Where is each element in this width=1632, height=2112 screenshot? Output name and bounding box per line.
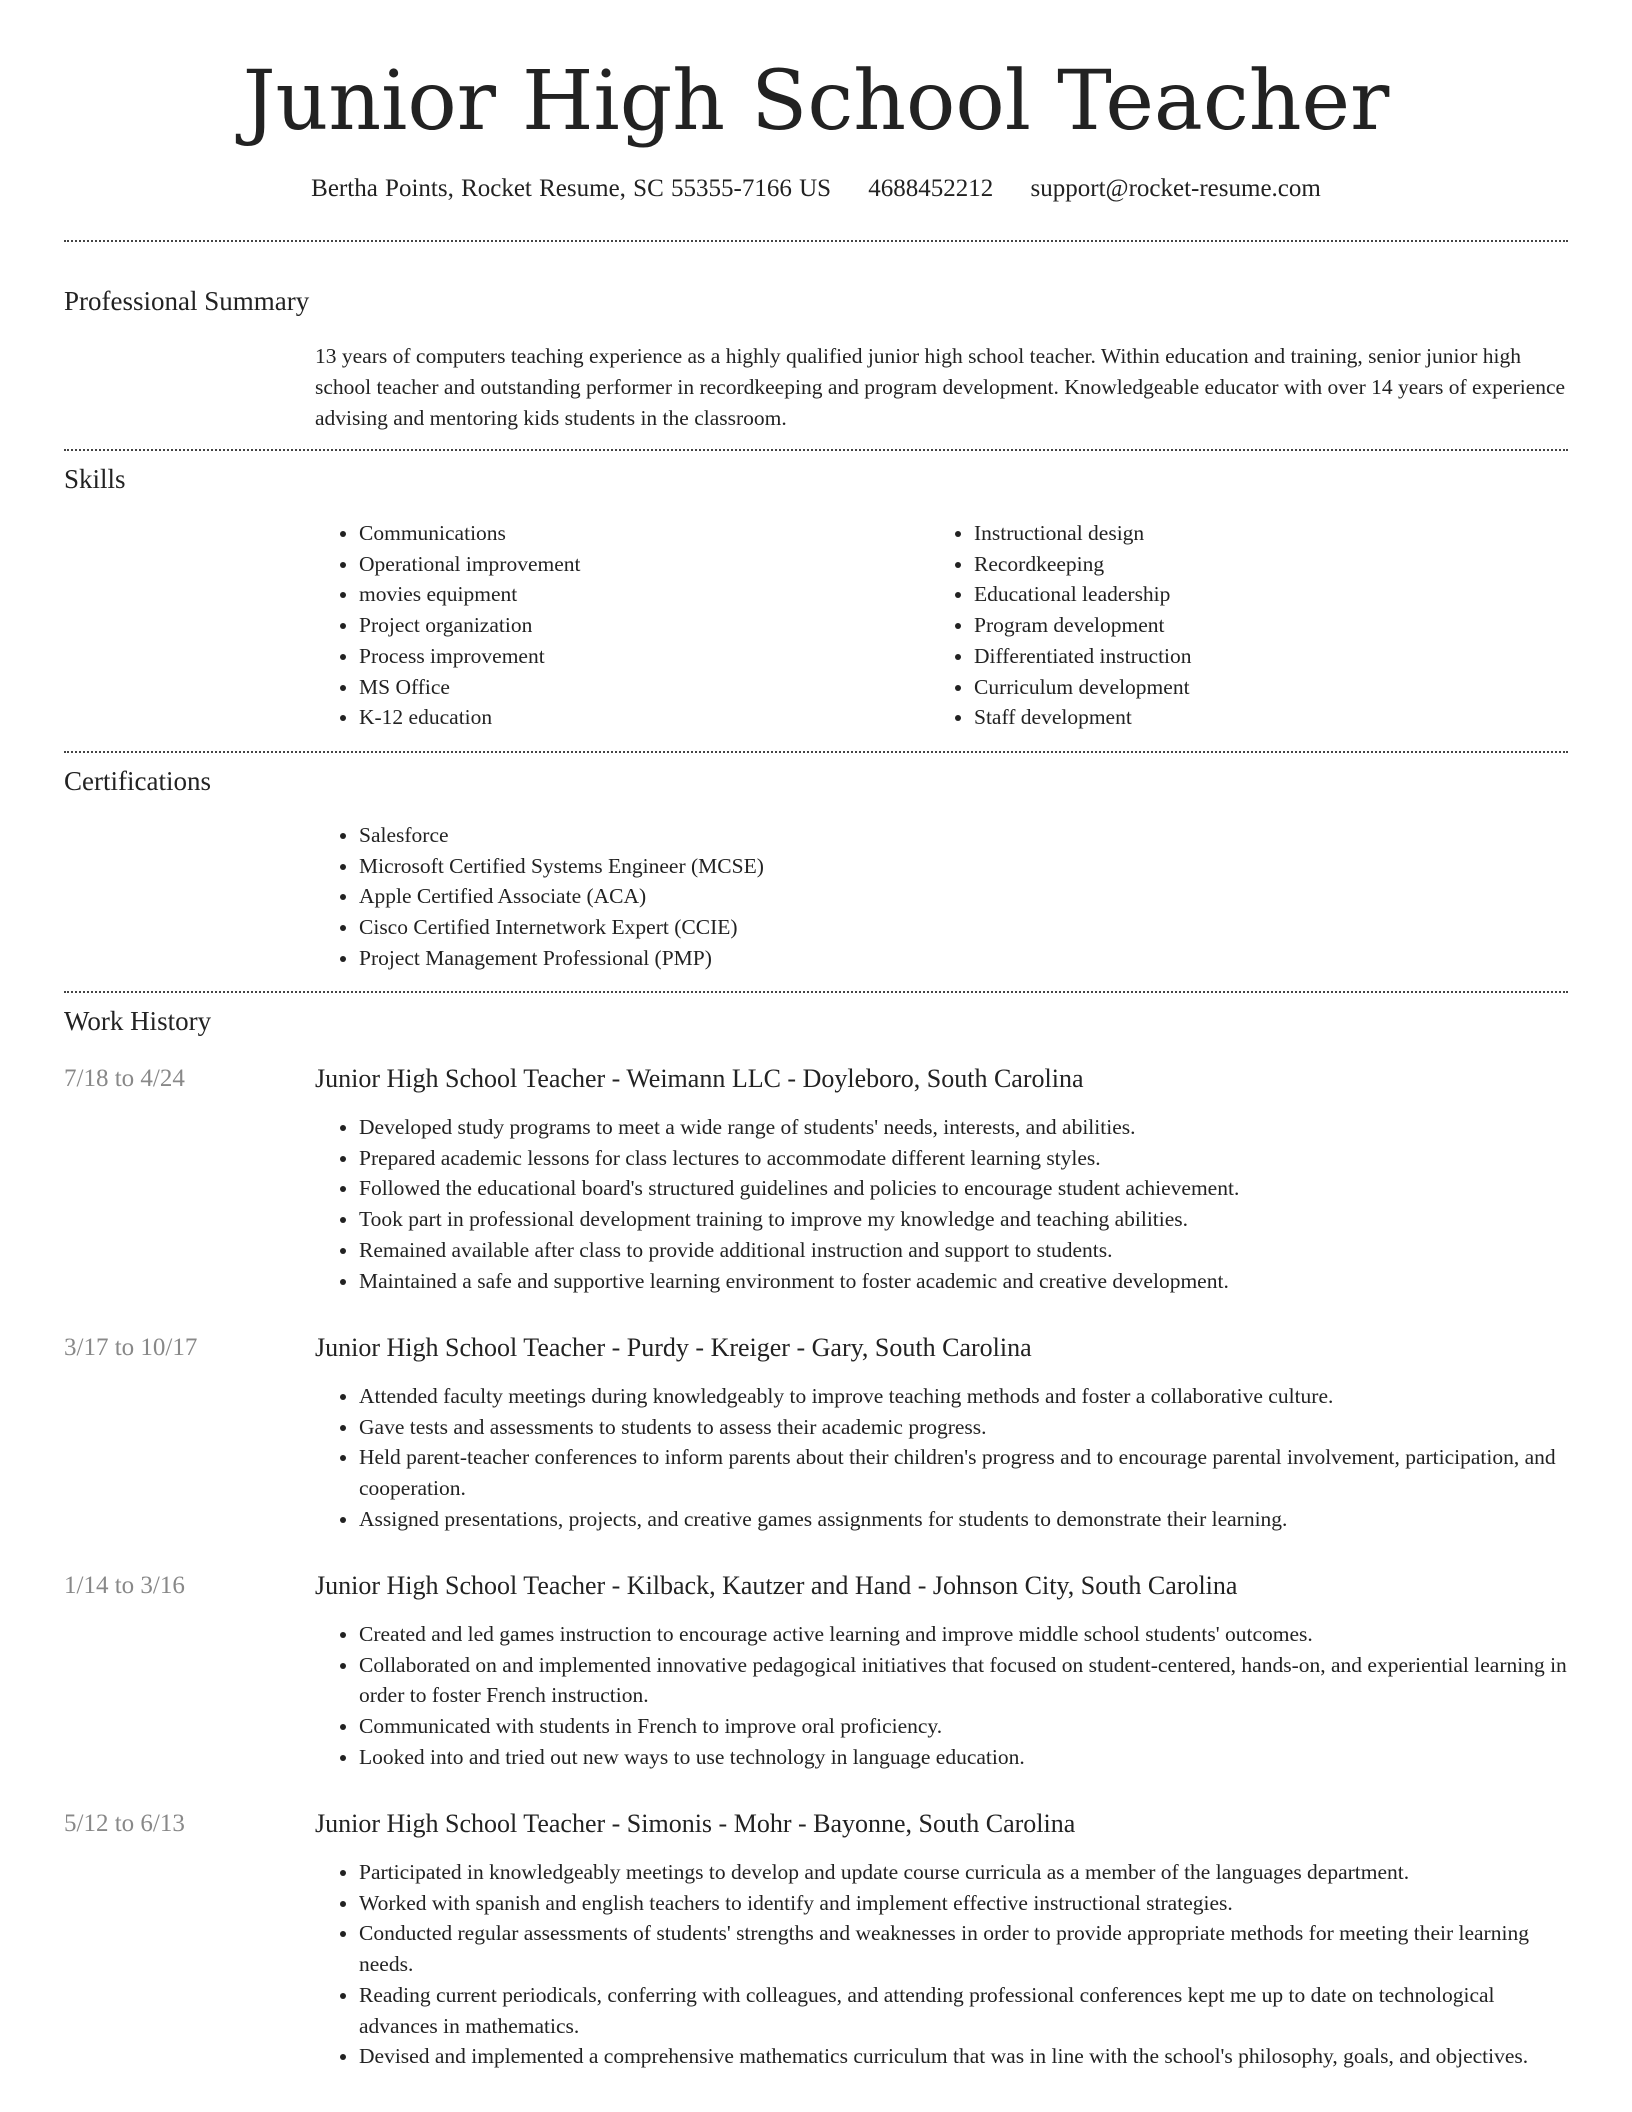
certification-item: • Apple Certified Associate (ACA) (359, 881, 1559, 912)
skills-list-left (315, 518, 919, 733)
job-bullet: • Communicated with students in French to improve oral proficiency. (359, 1711, 1573, 1742)
section-title-summary: Professional Summary (64, 286, 310, 316)
skill-item: • Instructional design (974, 518, 1534, 549)
job-bullet: • Followed the educational board's structured guidelines and policies to encourage student achievement. (359, 1173, 1573, 1204)
job-bullet: • Maintained a safe and supportive learning environment to foster academic and creative development. (359, 1266, 1573, 1297)
skill-item: • movies equipment (359, 579, 919, 610)
section-title-skills: Skills (64, 464, 126, 494)
skill-item: • Recordkeeping (974, 549, 1534, 580)
divider (64, 751, 1568, 753)
skills-list-right (930, 518, 1534, 733)
job-bullet: • Assigned presentations, projects, and creative games assignments for students to demonstrate their learning. (359, 1504, 1573, 1535)
contact-phone: 4688452212 (868, 175, 994, 202)
job-bullet: • Developed study programs to meet a wide range of students' needs, interests, and abilities. (359, 1112, 1573, 1143)
divider (64, 991, 1568, 993)
job-bullet: • Held parent-teacher conferences to inform parents about their children's progress and to encourage parental involvement, participation, and cooperation. (359, 1442, 1573, 1503)
job-bullet: • Gave tests and assessments to students to assess their academic progress. (359, 1412, 1573, 1443)
skill-item: • K-12 education (359, 702, 919, 733)
job-bullet: • Devised and implemented a comprehensive mathematics curriculum that was in line with the school's philosophy, goals, and objectives. (359, 2041, 1573, 2072)
certification-item: • Salesforce (359, 820, 1559, 851)
job-bullet: • Attended faculty meetings during knowledgeably to improve teaching methods and foster a collaborative culture. (359, 1381, 1573, 1412)
job-bullet: • Took part in professional development training to improve my knowledge and teaching abilities. (359, 1204, 1573, 1235)
skill-item: • Curriculum development (974, 672, 1534, 703)
resume-name: Junior High School Teacher (242, 54, 1390, 149)
contact-address: Bertha Points, Rocket Resume, SC 55355-7166 US (311, 175, 832, 202)
job-bullets (315, 1857, 1573, 2072)
job-dates: 3/17 to 10/17 (64, 1334, 198, 1361)
skill-item: • MS Office (359, 672, 919, 703)
section-title-work-history: Work History (64, 1006, 212, 1036)
contact-email[interactable]: support@rocket-resume.com (1030, 175, 1321, 202)
skill-item: • Project organization (359, 610, 919, 641)
certifications-list (315, 820, 1559, 974)
skill-item: • Operational improvement (359, 549, 919, 580)
certification-item: • Microsoft Certified Systems Engineer (MCSE) (359, 851, 1559, 882)
divider (64, 240, 1568, 242)
job-bullet: • Looked into and tried out new ways to use technology in language education. (359, 1742, 1573, 1773)
job-bullets (315, 1112, 1573, 1296)
skill-item: • Educational leadership (974, 579, 1534, 610)
contact-line (0, 172, 1632, 206)
job-bullet: • Worked with spanish and english teachers to identify and implement effective instructional strategies. (359, 1888, 1573, 1919)
job-bullet: • Created and led games instruction to encourage active learning and improve middle school students' outcomes. (359, 1619, 1573, 1650)
job-dates: 1/14 to 3/16 (64, 1572, 185, 1599)
job-bullet: • Remained available after class to provide additional instruction and support to students. (359, 1235, 1573, 1266)
section-title-certifications: Certifications (64, 766, 211, 796)
job-bullet: • Conducted regular assessments of students' strengths and weaknesses in order to provide appropriate methods for meeting their learning needs. (359, 1918, 1573, 1979)
skill-item: • Differentiated instruction (974, 641, 1534, 672)
skill-item: • Process improvement (359, 641, 919, 672)
job-heading: Junior High School Teacher - Simonis - Mohr - Bayonne, South Carolina (315, 1809, 1076, 1838)
certification-item: • Cisco Certified Internetwork Expert (CCIE) (359, 912, 1559, 943)
job-heading: Junior High School Teacher - Purdy - Kreiger - Gary, South Carolina (315, 1333, 1032, 1362)
divider (64, 449, 1568, 451)
skill-item: • Program development (974, 610, 1534, 641)
skill-item: • Communications (359, 518, 919, 549)
certification-item: • Project Management Professional (PMP) (359, 943, 1559, 974)
job-heading: Junior High School Teacher - Kilback, Kautzer and Hand - Johnson City, South Carolina (315, 1571, 1238, 1600)
job-heading: Junior High School Teacher - Weimann LLC - Doyleboro, South Carolina (315, 1064, 1084, 1093)
job-bullet: • Reading current periodicals, conferring with colleagues, and attending professional conferences kept me up to date on technological advances in mathematics. (359, 1980, 1573, 2041)
skill-item: • Staff development (974, 702, 1534, 733)
job-dates: 5/12 to 6/13 (64, 1810, 185, 1837)
job-bullets (315, 1619, 1573, 1773)
job-bullets (315, 1381, 1573, 1535)
summary-text: 13 years of computers teaching experience as a highly qualified junior high school teacher. Within education and training, senior junior high school teacher and outstanding performer in recordkeeping and program development. Knowledgeable educator with over 14 years of experience advising and mentoring kids students in the classroom. (315, 344, 1566, 430)
job-bullet: • Collaborated on and implemented innovative pedagogical initiatives that focused on student-centered, hands-on, and experiential learning in order to foster French instruction. (359, 1650, 1573, 1711)
job-bullet: • Participated in knowledgeably meetings to develop and update course curricula as a member of the languages department. (359, 1857, 1573, 1888)
job-dates: 7/18 to 4/24 (64, 1065, 185, 1092)
job-bullet: • Prepared academic lessons for class lectures to accommodate different learning styles. (359, 1143, 1573, 1174)
